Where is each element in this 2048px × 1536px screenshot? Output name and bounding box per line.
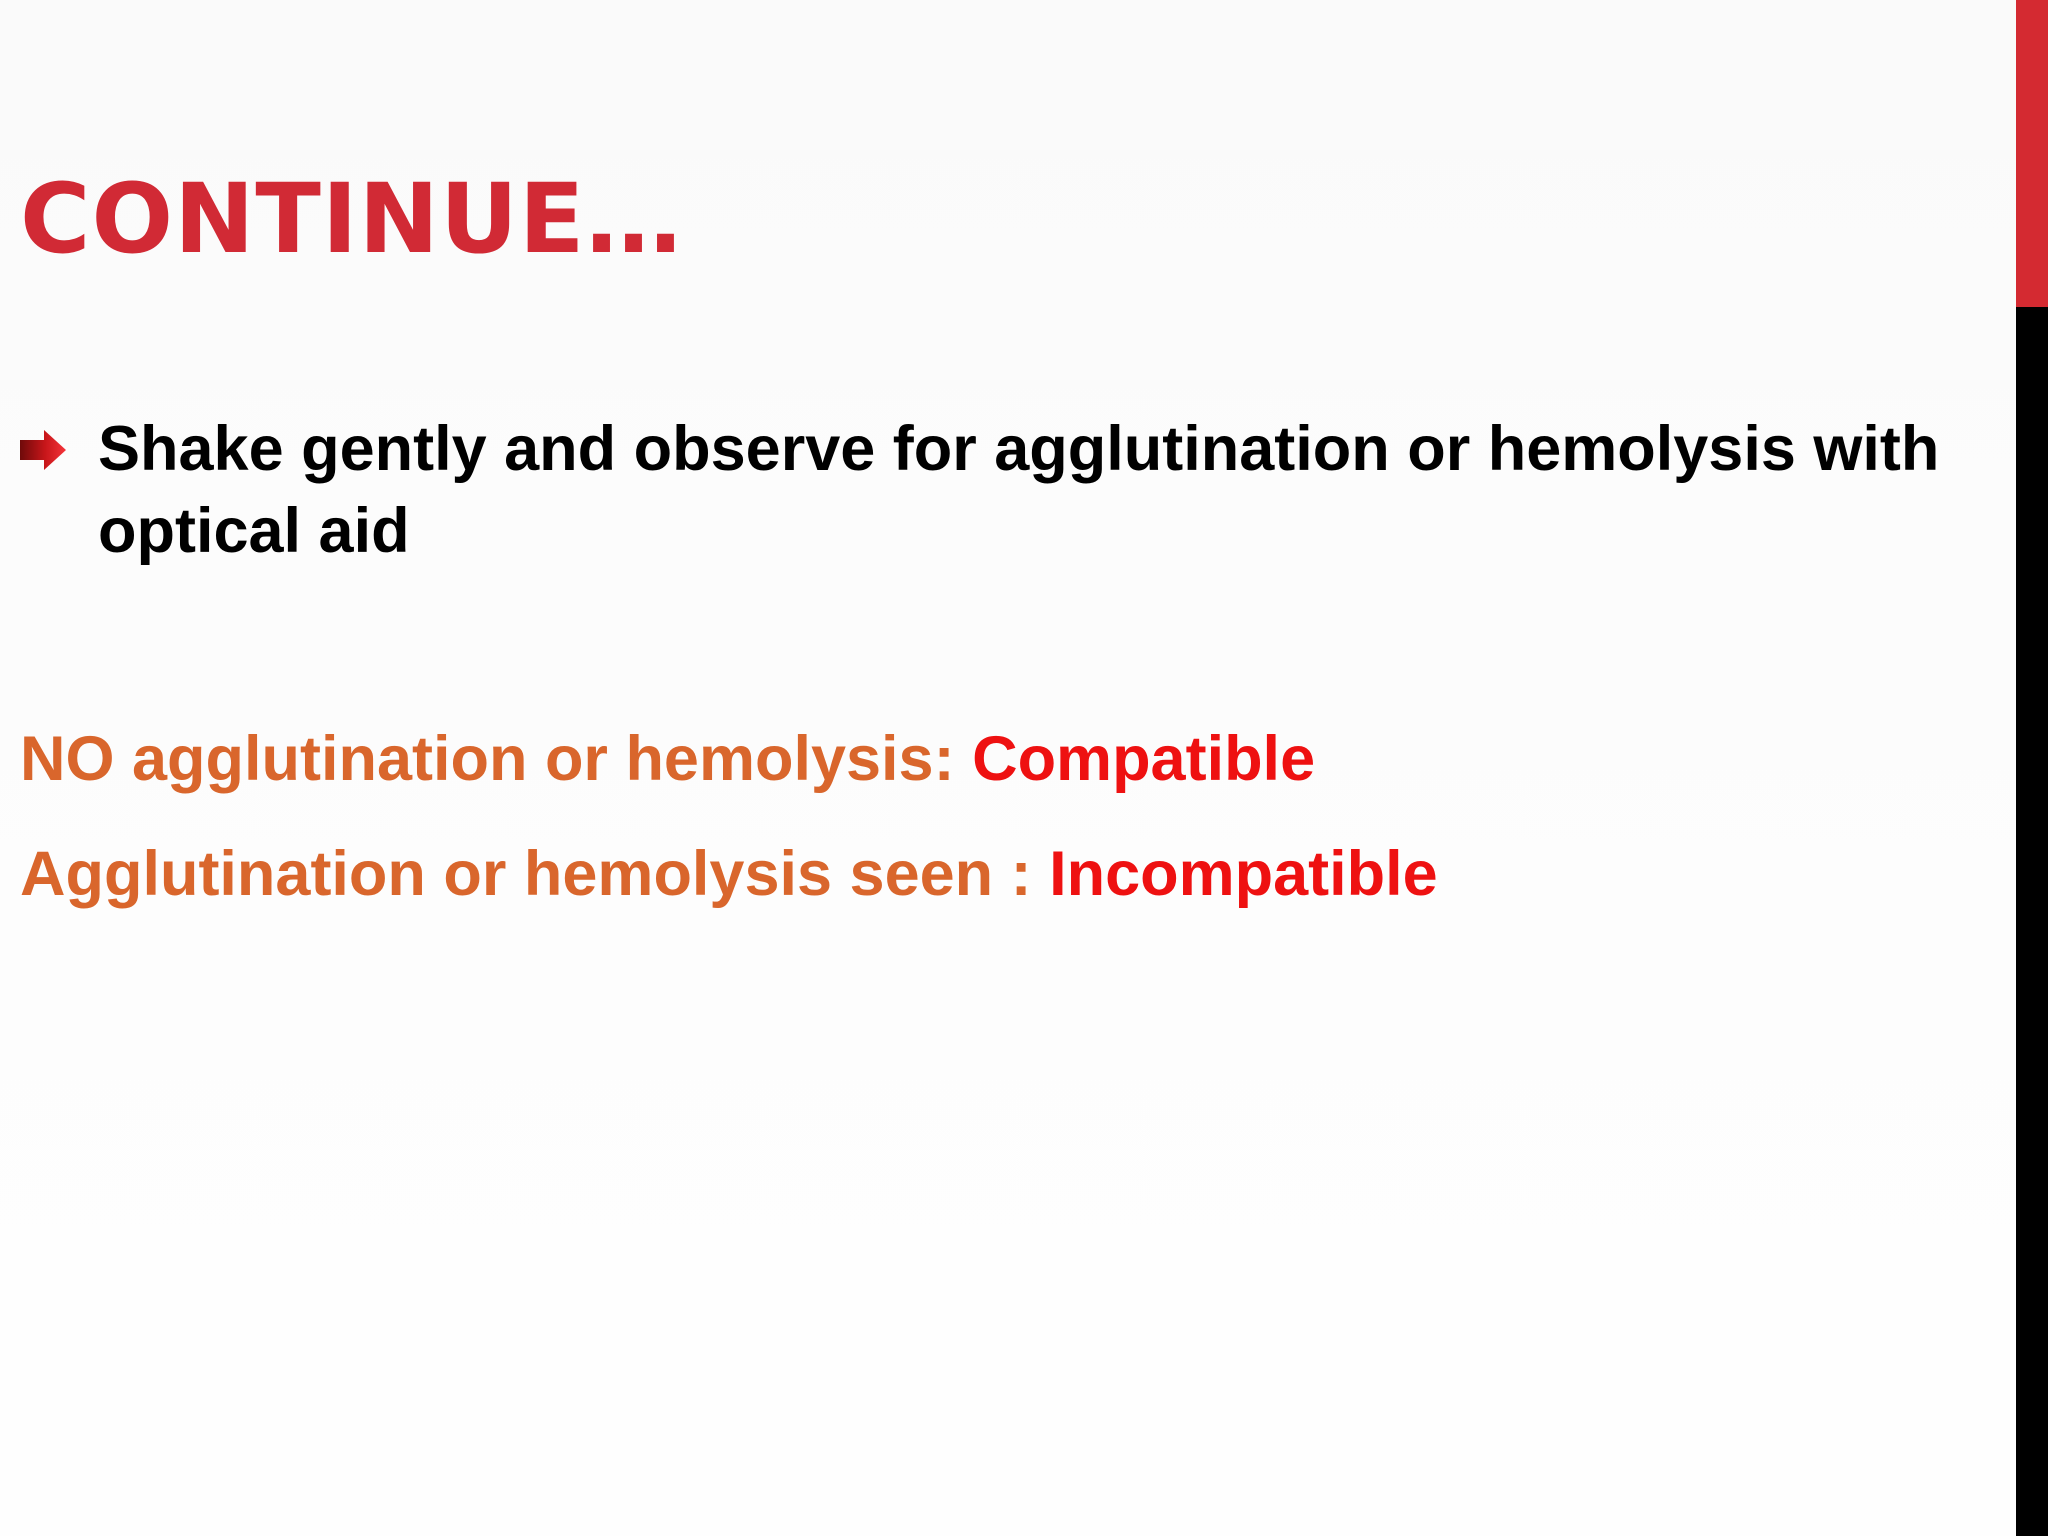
accent-bar-red xyxy=(2016,0,2048,307)
accent-bar-black xyxy=(2016,307,2048,1536)
result-incompatible-line xyxy=(20,834,1438,914)
slide-title: CONTINUE… xyxy=(20,163,683,275)
result-verdict: Compatible xyxy=(972,724,1316,794)
result-condition: Agglutination or hemolysis seen : xyxy=(20,839,1050,909)
bullet-text: Shake gently and observe for agglutination or hemolysis with optical aid xyxy=(98,414,1940,566)
result-verdict: Incompatible xyxy=(1049,839,1438,909)
result-compatible-line xyxy=(20,719,1315,799)
result-condition: NO agglutination or hemolysis: xyxy=(20,724,973,794)
arrow-right-icon xyxy=(20,430,66,470)
